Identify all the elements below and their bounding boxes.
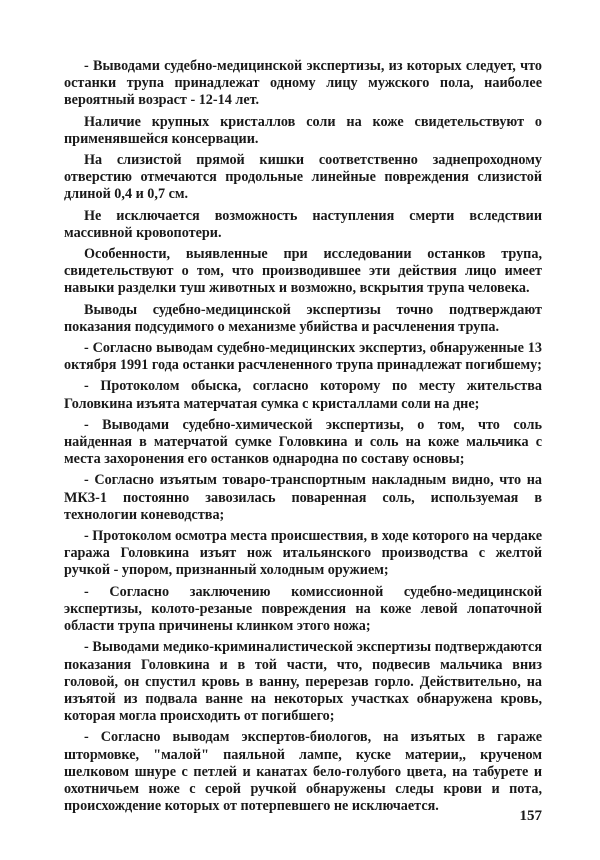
paragraph: Выводы судебно-медицинской экспертизы точно подтверждают показания подсудимого о механизме убийства и расчленения трупа. bbox=[64, 301, 542, 335]
paragraph: - Согласно изъятым товаро-транспортным накладным видно, что на МКЗ-1 постоянно завозилась поваренная соль, используемая в технологии коневодства; bbox=[64, 472, 542, 523]
paragraph: На слизистой прямой кишки соответственно заднепроходному отверстию отмечаются продольные линейные повреждения слизистой длиной 0,4 и 0,7 см. bbox=[64, 152, 542, 203]
paragraph: Не исключается возможность наступления смерти вследствии массивной кровопотери. bbox=[64, 207, 542, 241]
paragraph: Особенности, выявленные при исследовании останков трупа, свидетельствуют о том, что производившее эти действия лицо имеет навыки разделки туш животных и возможно, вскрытия трупа человека. bbox=[64, 246, 542, 297]
paragraph: - Согласно выводам судебно-медицинских экспертиз, обнаруженные 13 октября 1991 года останки расчлененного трупа принадлежат погибшему; bbox=[64, 340, 542, 374]
paragraph: Наличие крупных кристаллов соли на коже свидетельствуют о применявшейся консервации. bbox=[64, 113, 542, 147]
page-number: 157 bbox=[519, 808, 542, 824]
paragraph: - Согласно выводам экспертов-биологов, на изъятых в гараже штормовке, "малой" паяльной лампе, куске материи,, крученом шелковом шнуре с петлей и канатах бело-голубого цвета, на табурете и охотничьем ноже с серой ручкой обнаружены следы крови и пота, происхождение которых от потерпевшего не исключается. bbox=[64, 729, 542, 815]
paragraph: - Протоколом осмотра места происшествия, в ходе которого на чердаке гаража Головкина изъят нож итальянского производства с желтой ручкой - упором, признанный холодным оружием; bbox=[64, 528, 542, 579]
paragraph: - Согласно заключению комиссионной судебно-медицинской экспертизы, колото-резаные повреждения на коже левой лопаточной области трупа причинены клинком этого ножа; bbox=[64, 583, 542, 635]
document-body bbox=[64, 58, 542, 819]
paragraph: - Выводами медико-криминалистической экспертизы подтверждаются показания Головкина и в той части, что, подвесив мальчика вниз головой, он спустил кровь в ванну, перерезав горло. Действительно, на изъятой из подвала ванне на некоторых участках обнаружена кровь, которая могла происходить от погибшего; bbox=[64, 639, 542, 725]
paragraph: - Выводами судебно-химической экспертизы, о том, что соль найденная в матерчатой сумке Головкина и соль на коже мальчика с места захоронения его останков однародна по составу основы; bbox=[64, 416, 542, 468]
paragraph: - Протоколом обыска, согласно которому по месту жительства Головкина изъята матерчатая сумка с кристаллами соли на дне; bbox=[64, 378, 542, 412]
paragraph: - Выводами судебно-медицинской экспертизы, из которых следует, что останки трупа принадлежат одному лицу мужского пола, наиболее вероятный возраст - 12-14 лет. bbox=[64, 58, 542, 109]
